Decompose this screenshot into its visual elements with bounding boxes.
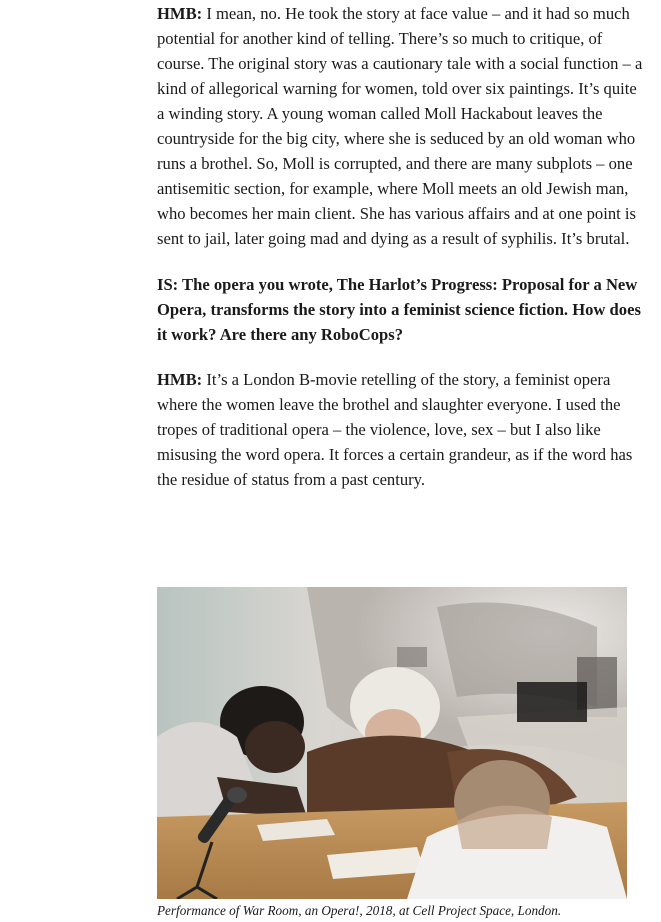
speaker-label: HMB: (157, 4, 203, 23)
answer-text: I mean, no. He took the story at face value – and it had so much potential for another kind of telling. There’s so much to critique, of course. The original story was a cautionary tale with a social function – a kind of allegorical warning for women, told over six paintings. It’s quite a winding story. A young woman called Moll Hackabout leaves the countryside for the big city, where she is seduced by an old woman who runs a brothel. So, Moll is corrupted, and there are many subplots – one antisemitic section, for example, where Moll meets an old Jewish man, who becomes her main client. She has various affairs and at one point is sent to jail, later going mad and dying as a result of syphilis. It’s brutal. (157, 4, 643, 248)
performance-photo (157, 587, 627, 899)
article-figure (157, 587, 627, 920)
figure-caption: Performance of War Room, an Opera!, 2018, at Cell Project Space, London. (157, 903, 562, 918)
speaker-label: HMB: (157, 370, 203, 389)
question-paragraph: IS: The opera you wrote, The Harlot’s Progress: Proposal for a New Opera, transforms the story into a feminist science fiction. How does it work? Are there any RoboCops? (157, 275, 641, 344)
answer-text: It’s a London B-movie retelling of the story, a feminist opera where the women leave the brothel and slaughter everyone. I used the tropes of traditional opera – the violence, love, sex – but I also like misusing the word opera. It forces a certain grandeur, as if the word has the residue of status from a past century. (157, 370, 633, 489)
article-body (157, 0, 643, 492)
answer-paragraph (157, 367, 643, 492)
answer-paragraph (157, 1, 643, 251)
